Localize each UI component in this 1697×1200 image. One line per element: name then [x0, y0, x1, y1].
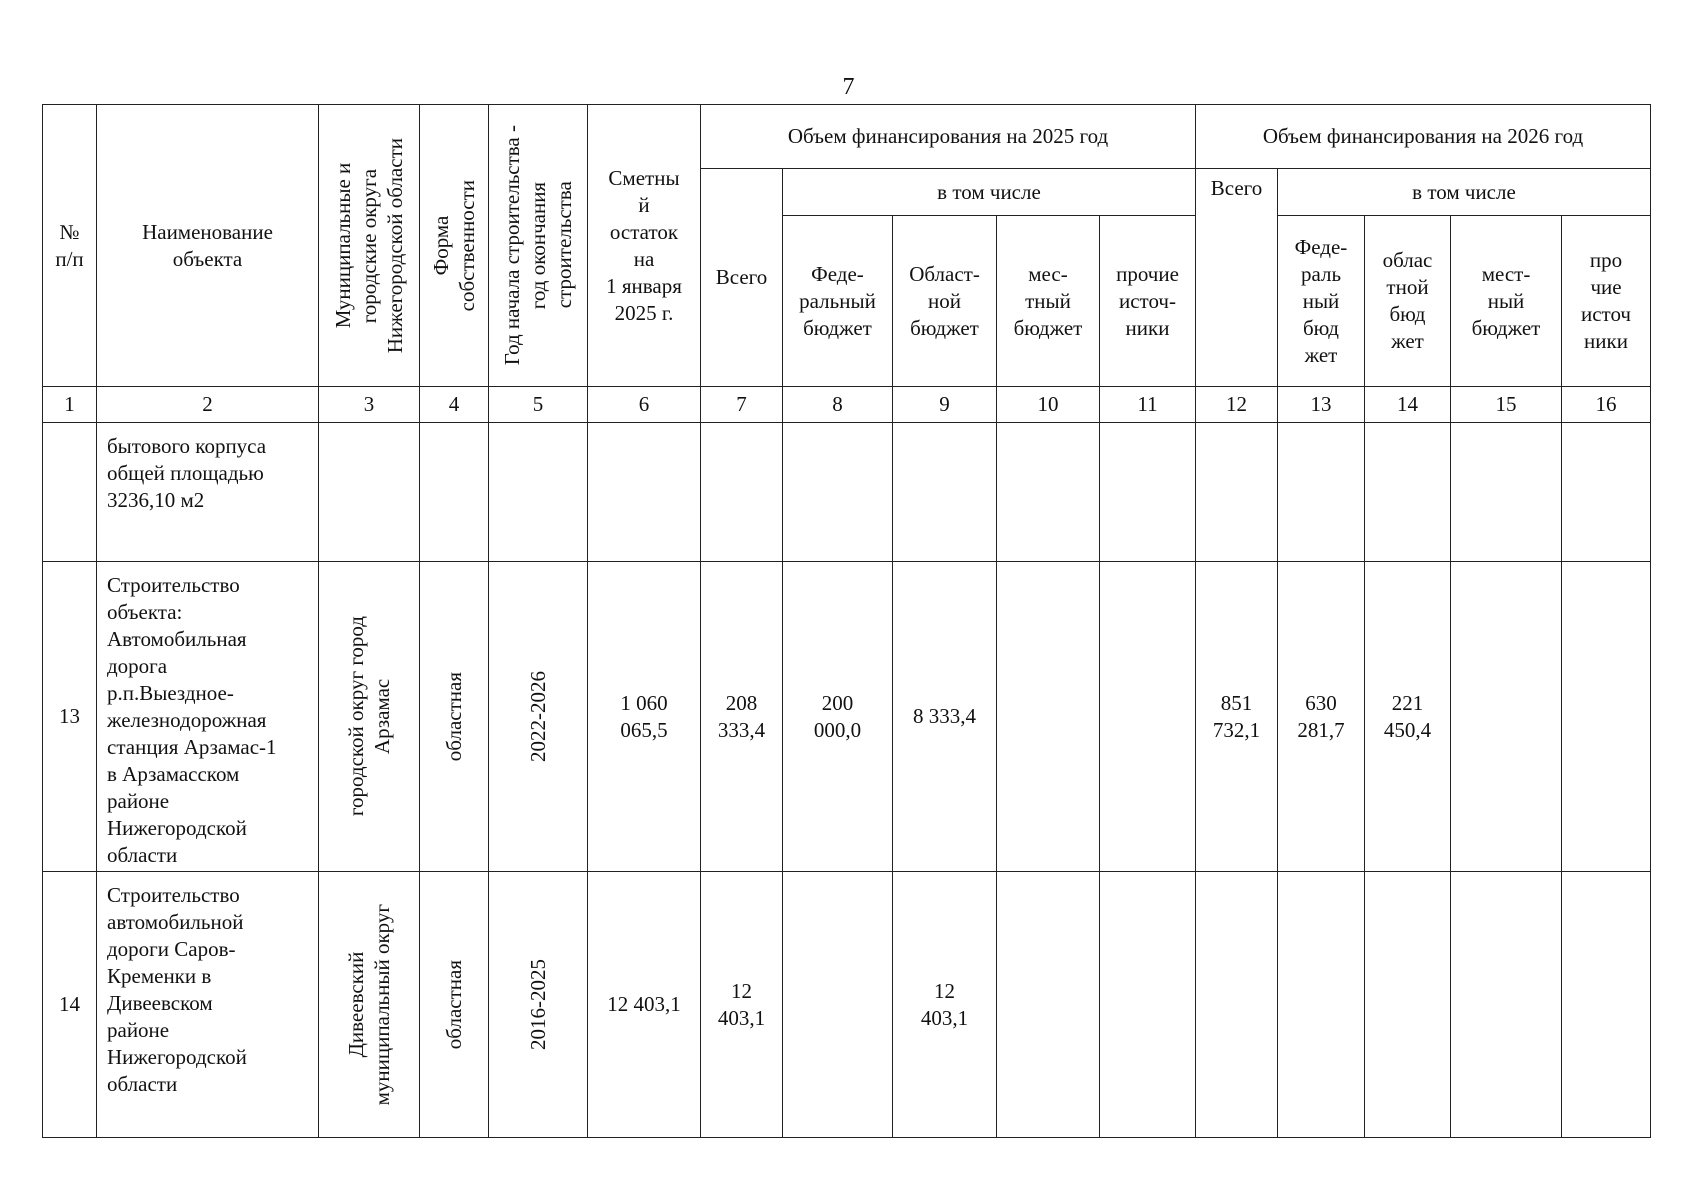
row-number: 14 — [43, 872, 97, 1138]
balance-cell — [588, 423, 701, 562]
investment-table — [42, 104, 1651, 1138]
column-number: 15 — [1451, 387, 1562, 423]
column-numbers-row — [43, 387, 1651, 423]
other-2026-cell — [1562, 872, 1651, 1138]
regional-2025-cell — [893, 423, 997, 562]
municipality-cell: городской округ город Арзамас — [319, 562, 420, 872]
table-row — [43, 562, 1651, 872]
column-number: 12 — [1196, 387, 1278, 423]
column-number: 5 — [489, 387, 588, 423]
total-2025-cell: 208 333,4 — [701, 562, 783, 872]
header-ownership: Форма собственности — [420, 105, 489, 387]
header-federal-2026: Феде- раль ный бюд жет — [1278, 216, 1365, 387]
total-2026-cell — [1196, 423, 1278, 562]
header-other-2025: прочие источ- ники — [1100, 216, 1196, 387]
header-including-2025: в том числе — [783, 169, 1196, 216]
header-total-2025: Всего — [701, 169, 783, 387]
column-number: 14 — [1365, 387, 1451, 423]
balance-cell: 12 403,1 — [588, 872, 701, 1138]
header-other-2026: про чие источ ники — [1562, 216, 1651, 387]
local-2025-cell — [997, 562, 1100, 872]
header-federal-2025: Феде- ральный бюджет — [783, 216, 893, 387]
total-2025-cell — [701, 423, 783, 562]
municipality-cell: Дивеевский муниципальный округ — [319, 872, 420, 1138]
column-number: 4 — [420, 387, 489, 423]
column-number: 6 — [588, 387, 701, 423]
row-number: 13 — [43, 562, 97, 872]
ownership-cell — [420, 423, 489, 562]
other-2025-cell — [1100, 423, 1196, 562]
balance-cell: 1 060 065,5 — [588, 562, 701, 872]
other-2025-cell — [1100, 872, 1196, 1138]
header-municipality: Муниципальные и городские округа Нижегородской области — [319, 105, 420, 387]
header-balance: Сметны й остаток на 1 января 2025 г. — [588, 105, 701, 387]
header-local-2026: мест- ный бюджет — [1451, 216, 1562, 387]
local-2025-cell — [997, 872, 1100, 1138]
total-2026-cell: 851 732,1 — [1196, 562, 1278, 872]
page-number: 7 — [842, 74, 855, 100]
local-2026-cell — [1451, 872, 1562, 1138]
regional-2025-cell: 12 403,1 — [893, 872, 997, 1138]
federal-2025-cell: 200 000,0 — [783, 562, 893, 872]
regional-2025-cell: 8 333,4 — [893, 562, 997, 872]
header-funding-2026: Объем финансирования на 2026 год — [1196, 105, 1651, 169]
federal-2025-cell — [783, 423, 893, 562]
table-row — [43, 423, 1651, 562]
object-name: бытового корпуса общей площадью 3236,10 м2 — [97, 423, 319, 562]
local-2026-cell — [1451, 423, 1562, 562]
regional-2026-cell: 221 450,4 — [1365, 562, 1451, 872]
column-number: 16 — [1562, 387, 1651, 423]
column-number: 2 — [97, 387, 319, 423]
header-local-2025: мес- тный бюджет — [997, 216, 1100, 387]
federal-2026-cell: 630 281,7 — [1278, 562, 1365, 872]
object-name: Строительство объекта: Автомобильная дорога р.п.Выездное- железнодорожная станция Арзамас-1 в Арзамасском районе Нижегородской области — [97, 562, 319, 872]
local-2025-cell — [997, 423, 1100, 562]
years-cell: 2016-2025 — [489, 872, 588, 1138]
years-cell: 2022-2026 — [489, 562, 588, 872]
column-number: 10 — [997, 387, 1100, 423]
row-number — [43, 423, 97, 562]
federal-2026-cell — [1278, 872, 1365, 1138]
total-2026-cell — [1196, 872, 1278, 1138]
header-regional-2025: Област- ной бюджет — [893, 216, 997, 387]
header-number: № п/п — [43, 105, 97, 387]
table-row — [43, 872, 1651, 1138]
header-funding-2025: Объем финансирования на 2025 год — [701, 105, 1196, 169]
other-2026-cell — [1562, 562, 1651, 872]
column-number: 8 — [783, 387, 893, 423]
column-number: 11 — [1100, 387, 1196, 423]
column-number: 7 — [701, 387, 783, 423]
header-total-2026: Всего — [1196, 169, 1278, 387]
column-number: 1 — [43, 387, 97, 423]
regional-2026-cell — [1365, 872, 1451, 1138]
object-name: Строительство автомобильной дороги Саров- Кременки в Дивеевском районе Нижегородской области — [97, 872, 319, 1138]
header-object-name: Наименование объекта — [97, 105, 319, 387]
header-years: Год начала строительства - год окончания строительства — [489, 105, 588, 387]
ownership-cell: областная — [420, 562, 489, 872]
header-regional-2026: облас тной бюд жет — [1365, 216, 1451, 387]
ownership-cell: областная — [420, 872, 489, 1138]
federal-2026-cell — [1278, 423, 1365, 562]
years-cell — [489, 423, 588, 562]
municipality-cell — [319, 423, 420, 562]
local-2026-cell — [1451, 562, 1562, 872]
column-number: 3 — [319, 387, 420, 423]
federal-2025-cell — [783, 872, 893, 1138]
other-2026-cell — [1562, 423, 1651, 562]
other-2025-cell — [1100, 562, 1196, 872]
regional-2026-cell — [1365, 423, 1451, 562]
header-including-2026: в том числе — [1278, 169, 1651, 216]
total-2025-cell: 12 403,1 — [701, 872, 783, 1138]
column-number: 9 — [893, 387, 997, 423]
column-number: 13 — [1278, 387, 1365, 423]
